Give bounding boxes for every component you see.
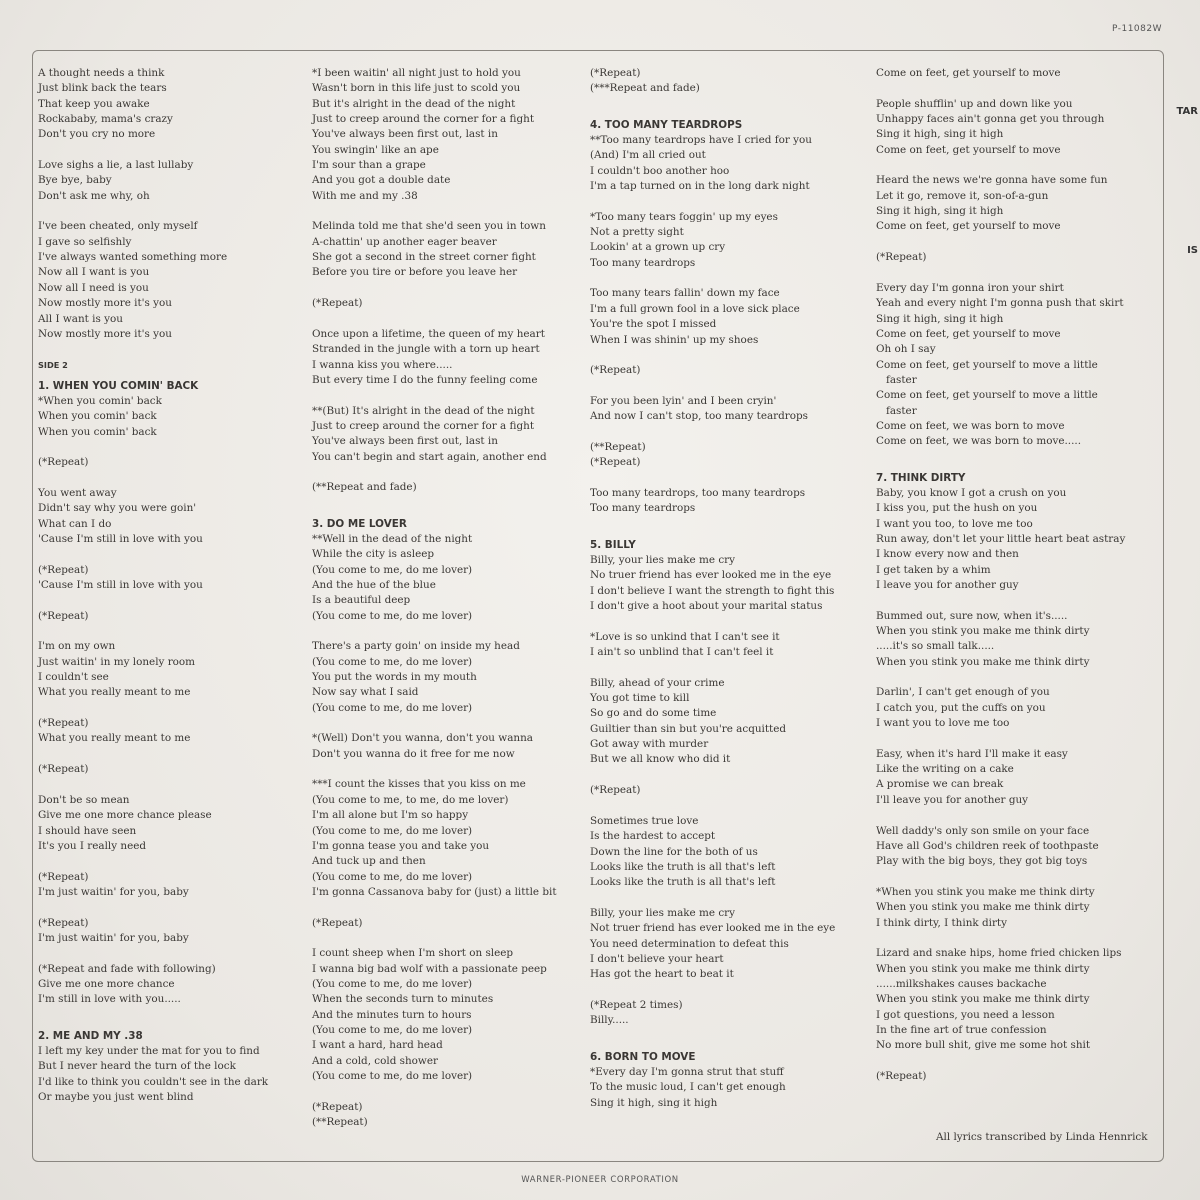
lyric-line: (*Repeat) <box>590 364 641 377</box>
stanza-gap <box>876 731 1125 746</box>
lyric-line: Didn't say why you were goin' <box>38 502 197 515</box>
side-label: SIDE 2 <box>38 359 68 370</box>
lyric-line: I couldn't boo another hoo <box>590 164 730 177</box>
lyric-line: faster <box>886 373 917 386</box>
lyric-line: To the music loud, I can't get enough <box>590 1081 786 1094</box>
lyric-line: Like the writing on a cake <box>876 763 1014 776</box>
lyrics-column-3 <box>590 66 835 1111</box>
lyric-line: Sing it high, sing it high <box>876 312 1004 325</box>
stanza-gap <box>38 854 268 869</box>
lyric-line: Too many teardrops, too many teardrops <box>590 486 806 499</box>
lyric-line: Don't ask me why, oh <box>38 189 150 202</box>
stanza-gap <box>312 931 557 946</box>
lyric-line: I don't believe your heart <box>590 952 724 965</box>
lyric-line: Guiltier than sin but you're acquitted <box>590 722 787 735</box>
lyric-line: Don't you cry no more <box>38 128 156 141</box>
stanza-gap <box>38 342 268 357</box>
lyric-line: When you comin' back <box>38 410 157 423</box>
lyric-line: For you been lyin' and I been cryin' <box>590 394 777 407</box>
lyric-line: Yeah and every night I'm gonna push that skirt <box>876 297 1124 310</box>
lyric-line: Bummed out, sure now, when it's..... <box>876 609 1068 622</box>
lyric-line: I'm just waitin' for you, baby <box>38 931 189 944</box>
stanza-gap <box>876 1054 1125 1069</box>
stanza-gap <box>876 593 1125 608</box>
lyric-line: Is a beautiful deep <box>312 594 411 607</box>
lyric-line: I'm gonna tease you and take you <box>312 839 490 852</box>
stanza-gap <box>312 496 557 511</box>
lyric-line: *Too many tears foggin' up my eyes <box>590 210 778 223</box>
lyric-line: You swingin' like an ape <box>312 143 439 156</box>
lyric-line: You've always been first out, last in <box>312 435 498 448</box>
lyric-line: When you stink you make me think dirty <box>876 901 1090 914</box>
stanza-gap <box>876 931 1125 946</box>
song-title: 5. BILLY <box>590 538 636 551</box>
lyric-line: And now I can't stop, too many teardrops <box>590 410 809 423</box>
stanza-gap <box>38 777 268 792</box>
lyric-line: Just waitin' in my lonely room <box>38 655 196 668</box>
lyric-line: Come on feet, get yourself to move <box>876 220 1061 233</box>
stanza-gap <box>590 891 835 906</box>
lyric-line: I'm still in love with you..... <box>38 993 181 1006</box>
lyric-line: When the seconds turn to minutes <box>312 993 494 1006</box>
edge-mark-middle: IS <box>1187 245 1198 256</box>
lyric-line: ......milkshakes causes backache <box>876 977 1047 990</box>
lyric-line: Or maybe you just went blind <box>38 1091 194 1103</box>
stanza-gap <box>876 235 1125 250</box>
lyric-line: (You come to me, do me lover) <box>312 1023 473 1036</box>
lyric-line: A-chattin' up another eager beaver <box>312 235 497 248</box>
lyric-line: 'Cause I'm still in love with you <box>38 579 203 591</box>
stanza-gap <box>876 808 1125 823</box>
lyric-line: And the hue of the blue <box>312 579 436 591</box>
lyric-line: Give me one more chance <box>38 977 175 990</box>
lyric-line: What you really meant to me <box>38 732 191 745</box>
lyric-line: (**Repeat) <box>312 1116 368 1129</box>
lyric-line: And tuck up and then <box>312 855 426 868</box>
stanza-gap <box>38 624 268 639</box>
lyric-line: Down the line for the both of us <box>590 845 758 858</box>
lyric-line: Come on feet, we was born to move <box>876 419 1065 432</box>
lyric-line: So go and do some time <box>590 707 717 720</box>
lyric-line: (You come to me, to me, do me lover) <box>312 793 509 806</box>
lyric-line: Billy..... <box>590 1014 629 1027</box>
lyric-line: (*Repeat and fade with following) <box>38 962 216 975</box>
stanza-gap <box>38 747 268 762</box>
lyric-line: She got a second in the street corner fight <box>312 251 536 264</box>
lyric-line: Just to creep around the corner for a fight <box>312 113 534 126</box>
lyric-line: (You come to me, do me lover) <box>312 977 473 990</box>
lyric-line: But it's alright in the dead of the night <box>312 97 516 110</box>
lyric-line: Too many tears fallin' down my face <box>590 287 780 300</box>
lyric-line: Oh oh I say <box>876 343 936 356</box>
lyric-line: When I was shinin' up my shoes <box>590 333 759 346</box>
lyric-line: People shufflin' up and down like you <box>876 97 1073 110</box>
lyric-line: Come on feet, we was born to move..... <box>876 435 1082 448</box>
lyric-line: *I been waitin' all night just to hold you <box>312 67 521 79</box>
lyric-line: I'd like to think you couldn't see in the dark <box>38 1075 269 1088</box>
lyric-line: Heard the news we're gonna have some fun <box>876 174 1108 187</box>
lyric-line: (*Repeat) <box>590 67 641 79</box>
stanza-gap <box>312 762 557 777</box>
song-title: 7. THINK DIRTY <box>876 471 966 484</box>
lyric-line: .....it's so small talk..... <box>876 640 995 653</box>
lyric-line: Give me one more chance please <box>38 809 212 822</box>
lyric-line: You got time to kill <box>590 692 690 705</box>
lyric-line: You need determination to defeat this <box>590 937 789 950</box>
lyric-line: Well daddy's only son smile on your face <box>876 824 1090 837</box>
stanza-gap <box>590 271 835 286</box>
lyric-line: Once upon a lifetime, the queen of my heart <box>312 327 545 340</box>
lyric-line: I'm just waitin' for you, baby <box>38 885 189 898</box>
stanza-gap <box>590 798 835 813</box>
lyric-line: Have all God's children reek of toothpaste <box>876 839 1099 852</box>
lyric-line: A promise we can break <box>876 778 1004 791</box>
lyric-line: In the fine art of true confession <box>876 1023 1047 1036</box>
lyric-line: Just to creep around the corner for a fight <box>312 419 534 432</box>
lyric-line: Wasn't born in this life just to scold you <box>312 82 521 95</box>
stanza-gap <box>590 983 835 998</box>
lyric-line: Looks like the truth is all that's left <box>590 876 776 889</box>
stanza-gap <box>590 660 835 675</box>
lyric-line: (You come to me, do me lover) <box>312 870 473 883</box>
lyric-line: (*Repeat) <box>38 563 89 576</box>
lyric-line: Sing it high, sing it high <box>876 205 1004 218</box>
lyric-line: I'll leave you for another guy <box>876 793 1029 806</box>
lyric-line: I'm all alone but I'm so happy <box>312 809 469 822</box>
stanza-gap <box>38 471 268 486</box>
lyric-line: (*Repeat) <box>38 456 89 469</box>
lyric-line: Not a pretty sight <box>590 226 684 239</box>
lyric-line: (*Repeat) <box>312 1100 363 1113</box>
stanza-gap <box>312 312 557 327</box>
lyric-line: I couldn't see <box>38 671 109 684</box>
stanza-gap <box>876 158 1125 173</box>
lyric-line: I'm sour than a grape <box>312 159 426 172</box>
stanza-gap <box>876 81 1125 96</box>
lyric-line: No more bull shit, give me some hot shit <box>876 1039 1091 1052</box>
stanza-gap <box>876 265 1125 280</box>
lyric-line: **(But) It's alright in the dead of the night <box>312 404 535 417</box>
lyric-line: (*Repeat) <box>38 717 89 730</box>
stanza-gap <box>312 716 557 731</box>
stanza-gap <box>312 388 557 403</box>
lyric-line: (*Repeat) <box>312 297 363 310</box>
lyric-line: *Love is so unkind that I can't see it <box>590 630 780 643</box>
lyric-line: Don't you wanna do it free for me now <box>312 747 515 760</box>
lyric-line: While the city is asleep <box>312 548 435 561</box>
lyric-line: Just blink back the tears <box>38 82 167 95</box>
lyric-line: (You come to me, do me lover) <box>312 701 473 714</box>
stanza-gap <box>590 517 835 532</box>
stanza-gap <box>312 1084 557 1099</box>
stanza-gap <box>876 870 1125 885</box>
lyric-line: I want you too, to love me too <box>876 517 1033 530</box>
lyric-line: You put the words in my mouth <box>312 671 477 684</box>
lyric-line: A thought needs a think <box>38 67 165 79</box>
lyric-line: Don't be so mean <box>38 793 130 806</box>
lyric-line: When you comin' back <box>38 425 157 438</box>
lyric-line: (*Repeat) <box>876 251 927 264</box>
lyric-line: Unhappy faces ain't gonna get you through <box>876 113 1105 126</box>
lyric-line: With me and my .38 <box>312 189 418 202</box>
lyric-line: Come on feet, get yourself to move a little <box>876 389 1098 402</box>
lyric-line: Has got the heart to beat it <box>590 968 734 981</box>
lyric-line: ***I count the kisses that you kiss on me <box>312 778 526 791</box>
lyric-line: (*Repeat) <box>38 763 89 776</box>
lyric-line: You've always been first out, last in <box>312 128 498 141</box>
lyric-line: Looks like the truth is all that's left <box>590 860 776 873</box>
lyric-line: Let it go, remove it, son-of-a-gun <box>876 189 1049 202</box>
song-title: 6. BORN TO MOVE <box>590 1050 696 1063</box>
lyric-line: But every time I do the funny feeling come <box>312 373 538 386</box>
lyric-line: (*Repeat) <box>876 1070 927 1082</box>
lyric-line: (*Repeat 2 times) <box>590 998 683 1011</box>
lyric-line: *(Well) Don't you wanna, don't you wanna <box>312 732 533 745</box>
lyric-line: I'm a tap turned on in the long dark night <box>590 180 810 193</box>
lyric-line: I know every now and then <box>876 548 1019 561</box>
lyric-line: That keep you awake <box>38 97 150 110</box>
lyric-line: Now say what I said <box>312 686 419 699</box>
footer-publisher: WARNER-PIONEER CORPORATION <box>521 1175 679 1185</box>
lyric-line: Sing it high, sing it high <box>876 128 1004 141</box>
lyric-line: What you really meant to me <box>38 686 191 699</box>
stanza-gap <box>590 471 835 486</box>
lyric-line: But I never heard the turn of the lock <box>38 1060 236 1073</box>
lyric-line: faster <box>886 404 917 417</box>
lyric-line: (You come to me, do me lover) <box>312 563 473 576</box>
lyric-line: There's a party goin' on inside my head <box>312 640 520 653</box>
lyric-line: You can't begin and start again, another end <box>312 450 547 463</box>
lyric-line: Not truer friend has ever looked me in the eye <box>590 922 836 935</box>
lyric-line: *When you stink you make me think dirty <box>876 885 1095 898</box>
lyric-line: Every day I'm gonna iron your shirt <box>876 281 1064 294</box>
lyric-line: I get taken by a whim <box>876 563 991 576</box>
lyric-line: When you stink you make me think dirty <box>876 993 1090 1006</box>
lyric-line: Billy, your lies make me cry <box>590 553 735 566</box>
lyric-line: Sing it high, sing it high <box>590 1096 718 1109</box>
lyric-line: Now all I want is you <box>38 266 150 279</box>
stanza-gap <box>590 425 835 440</box>
lyric-line: I got questions, you need a lesson <box>876 1008 1055 1021</box>
lyric-line: I've always wanted something more <box>38 251 228 264</box>
lyric-line: I left my key under the mat for you to find <box>38 1044 260 1057</box>
lyric-line: (You come to me, do me lover) <box>312 1070 473 1082</box>
lyric-line: I've been cheated, only myself <box>38 220 198 233</box>
stanza-gap <box>38 701 268 716</box>
lyric-line: **Well in the dead of the night <box>312 532 473 545</box>
lyric-line: Lookin' at a grown up cry <box>590 241 726 254</box>
stanza-gap <box>590 379 835 394</box>
stanza-gap <box>590 768 835 783</box>
lyric-line: Sometimes true love <box>590 814 699 827</box>
stanza-gap <box>590 348 835 363</box>
stanza-gap <box>876 670 1125 685</box>
lyric-line: (*Repeat) <box>590 784 641 797</box>
song-title: 3. DO ME LOVER <box>312 517 407 530</box>
lyric-line: You're the spot I missed <box>590 318 717 331</box>
lyric-line: All I want is you <box>38 312 123 325</box>
lyric-line: I want a hard, hard head <box>312 1039 443 1052</box>
stanza-gap <box>590 97 835 112</box>
lyric-line: (You come to me, do me lover) <box>312 609 473 622</box>
lyric-line: Got away with murder <box>590 738 709 751</box>
stanza-gap <box>312 624 557 639</box>
stanza-gap <box>876 450 1125 465</box>
lyric-line: Easy, when it's hard I'll make it easy <box>876 747 1068 760</box>
lyric-line: I ain't so unblind that I can't feel it <box>590 646 774 659</box>
song-title: 2. ME AND MY .38 <box>38 1029 143 1042</box>
stanza-gap <box>312 281 557 296</box>
lyric-line: (*Repeat) <box>312 916 363 929</box>
song-title: 4. TOO MANY TEARDROPS <box>590 119 743 132</box>
stanza-gap <box>38 1008 268 1023</box>
lyric-line: Love sighs a lie, a last lullaby <box>38 159 194 172</box>
lyric-line: Before you tire or before you leave her <box>312 266 518 279</box>
lyric-line: Come on feet, get yourself to move a little <box>876 358 1098 371</box>
stanza-gap <box>312 204 557 219</box>
lyric-line: Play with the big boys, they got big toys <box>876 855 1088 868</box>
stanza-gap <box>38 593 268 608</box>
lyric-line: I wanna kiss you where..... <box>312 358 453 371</box>
lyric-line: Billy, ahead of your crime <box>590 676 725 689</box>
lyric-line: Now all I need is you <box>38 281 149 294</box>
lyric-line: I catch you, put the cuffs on you <box>876 701 1046 714</box>
lyric-line: I'm a full grown fool in a love sick place <box>590 302 800 315</box>
lyric-line: I think dirty, I think dirty <box>876 916 1007 929</box>
lyric-line: Rockababy, mama's crazy <box>38 113 173 126</box>
lyric-line: (**Repeat) <box>590 440 646 453</box>
lyric-line: When you stink you make me think dirty <box>876 962 1090 975</box>
lyric-line: (You come to me, do me lover) <box>312 655 473 668</box>
lyric-line: (*Repeat) <box>38 916 89 929</box>
lyric-line: Run away, don't let your little heart beat astray <box>876 532 1126 545</box>
stanza-gap <box>38 946 268 961</box>
lyric-line: It's you I really need <box>38 839 147 852</box>
lyric-line: I count sheep when I'm short on sleep <box>312 947 514 960</box>
lyric-line: Bye bye, baby <box>38 174 112 187</box>
stanza-gap <box>38 900 268 915</box>
lyric-line: But we all know who did it <box>590 753 731 766</box>
stanza-gap <box>38 204 268 219</box>
lyric-line: Too many teardrops <box>590 502 696 515</box>
lyric-line: When you stink you make me think dirty <box>876 655 1090 668</box>
lyric-line: I leave you for another guy <box>876 579 1019 591</box>
lyrics-column-1 <box>38 66 268 1105</box>
lyric-line: I'm on my own <box>38 640 116 653</box>
lyric-line: What can I do <box>38 517 112 530</box>
lyric-line: I kiss you, put the hush on you <box>876 502 1038 515</box>
lyric-line: *Every day I'm gonna strut that stuff <box>590 1065 784 1078</box>
lyric-line: Come on feet, get yourself to move <box>876 67 1061 79</box>
stanza-gap <box>312 465 557 480</box>
lyric-line: I want you to love me too <box>876 717 1010 730</box>
lyric-line: Lizard and snake hips, home fried chicken lips <box>876 947 1122 960</box>
lyric-line: I should have seen <box>38 824 137 837</box>
lyric-line: (*Repeat) <box>38 609 89 622</box>
catalog-number: P-11082W <box>1111 24 1162 34</box>
lyric-line: And the minutes turn to hours <box>312 1008 472 1021</box>
lyric-line: (***Repeat and fade) <box>590 82 700 95</box>
lyric-line: Too many teardrops <box>590 256 696 269</box>
lyric-line: (**Repeat and fade) <box>312 481 417 494</box>
lyric-line: 'Cause I'm still in love with you <box>38 532 203 545</box>
lyric-line: When you stink you make me think dirty <box>876 625 1090 638</box>
lyric-line: Come on feet, get yourself to move <box>876 143 1061 156</box>
stanza-gap <box>38 143 268 158</box>
lyric-line: Is the hardest to accept <box>590 830 716 843</box>
lyrics-column-4 <box>876 66 1125 1084</box>
lyric-line: I'm gonna Cassanova baby for (just) a little bit <box>312 885 557 898</box>
lyric-line: You went away <box>38 486 117 499</box>
lyric-line: **Too many teardrops have I cried for you <box>590 134 812 147</box>
lyric-line: (You come to me, do me lover) <box>312 824 473 837</box>
lyric-line: And a cold, cold shower <box>312 1054 438 1067</box>
lyrics-column-2 <box>312 66 557 1130</box>
edge-mark-top: TAR <box>1176 106 1198 117</box>
lyric-line: Stranded in the jungle with a torn up heart <box>312 343 540 356</box>
stanza-gap <box>312 900 557 915</box>
stanza-gap <box>38 440 268 455</box>
stanza-gap <box>590 614 835 629</box>
lyric-line: I wanna big bad wolf with a passionate peep <box>312 962 547 975</box>
stanza-gap <box>38 547 268 562</box>
stanza-gap <box>590 194 835 209</box>
song-title: 1. WHEN YOU COMIN' BACK <box>38 379 199 392</box>
lyric-line: Billy, your lies make me cry <box>590 906 735 919</box>
lyric-line: Darlin', I can't get enough of you <box>876 686 1050 699</box>
lyric-line: *When you comin' back <box>38 394 162 407</box>
lyric-line: (And) I'm all cried out <box>590 149 706 162</box>
lyric-line: Come on feet, get yourself to move <box>876 327 1061 340</box>
lyric-line: (*Repeat) <box>590 456 641 469</box>
lyric-line: Melinda told me that she'd seen you in town <box>312 220 546 233</box>
lyric-line: And you got a double date <box>312 174 451 187</box>
lyric-line: I don't believe I want the strength to fight this <box>590 584 835 597</box>
lyrics-credit: All lyrics transcribed by Linda Hennrick <box>936 1131 1148 1143</box>
lyric-line: Now mostly more it's you <box>38 327 172 340</box>
lyric-line: Baby, you know I got a crush on you <box>876 486 1067 499</box>
lyric-line: (*Repeat) <box>38 870 89 883</box>
lyric-line: I gave so selfishly <box>38 235 132 248</box>
lyric-line: No truer friend has ever looked me in the eye <box>590 569 832 582</box>
lyric-line: I don't give a hoot about your marital status <box>590 600 823 612</box>
stanza-gap <box>590 1029 835 1044</box>
lyric-line: Now mostly more it's you <box>38 297 172 310</box>
